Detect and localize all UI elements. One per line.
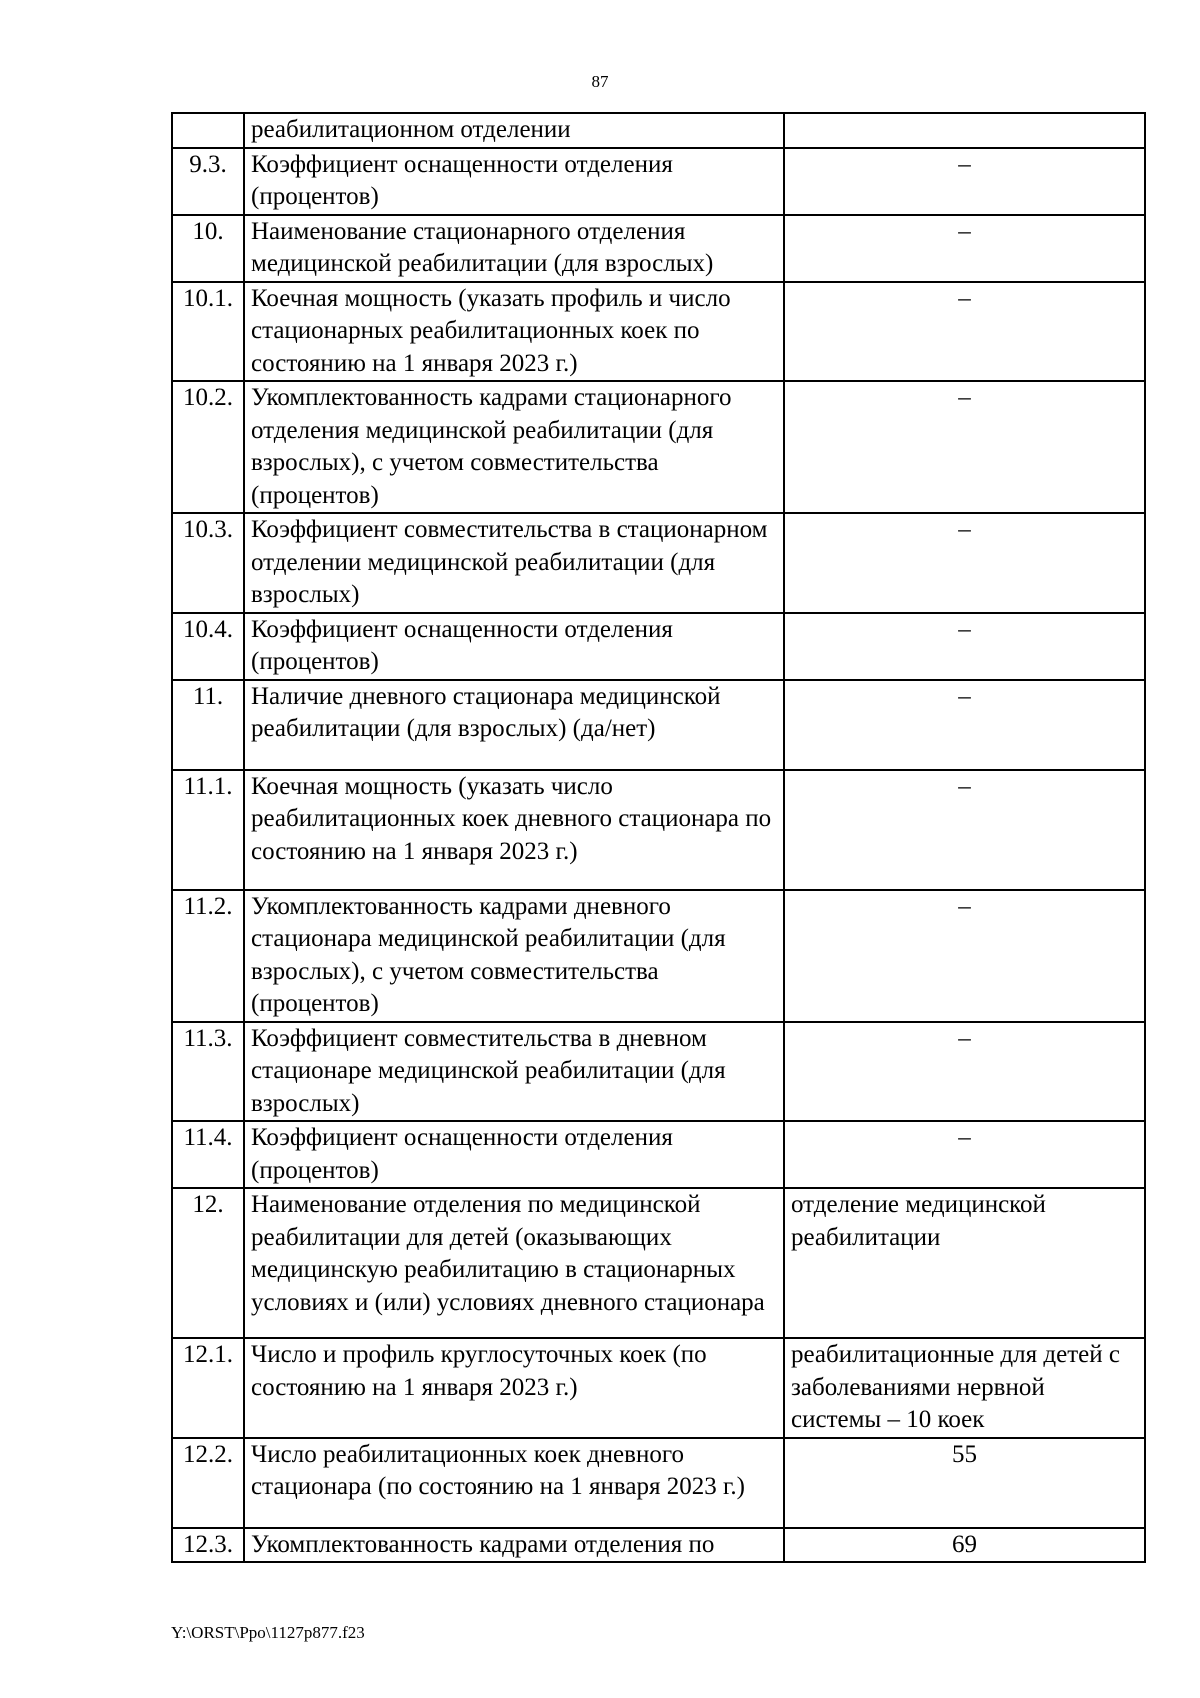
row-indicator: Укомплектованность кадрами дневного стационара медицинской реабилитации (для взрослых), с учетом совместительства (процентов) <box>244 890 784 1022</box>
row-value: – <box>784 282 1145 382</box>
row-number: 10. <box>172 215 244 282</box>
table-row <box>172 680 1145 770</box>
row-indicator: Коечная мощность (указать число реабилитационных коек дневного стационара по состоянию на 1 января 2023 г.) <box>244 770 784 890</box>
table-row <box>172 1022 1145 1122</box>
table-row <box>172 215 1145 282</box>
table-row <box>172 1438 1145 1528</box>
row-indicator: Число реабилитационных коек дневного стационара (по состоянию на 1 января 2023 г.) <box>244 1438 784 1528</box>
row-indicator: Коэффициент совместительства в дневном стационаре медицинской реабилитации (для взрослых) <box>244 1022 784 1122</box>
row-number: 10.3. <box>172 513 244 613</box>
row-value: 55 <box>784 1438 1145 1528</box>
row-number: 11. <box>172 680 244 770</box>
row-value: – <box>784 381 1145 513</box>
table-row <box>172 381 1145 513</box>
row-indicator: Коэффициент оснащенности отделения (процентов) <box>244 148 784 215</box>
row-indicator: Наименование стационарного отделения медицинской реабилитации (для взрослых) <box>244 215 784 282</box>
row-value: – <box>784 148 1145 215</box>
row-value: – <box>784 215 1145 282</box>
row-value: – <box>784 1022 1145 1122</box>
row-value: – <box>784 613 1145 680</box>
row-indicator: Число и профиль круглосуточных коек (по состоянию на 1 января 2023 г.) <box>244 1338 784 1438</box>
table-row <box>172 1528 1145 1563</box>
row-value: 69 <box>784 1528 1145 1563</box>
row-indicator: Наименование отделения по медицинской реабилитации для детей (оказывающих медицинскую реабилитацию в стационарных условиях и (или) условиях дневного стационара <box>244 1188 784 1338</box>
row-number: 11.4. <box>172 1121 244 1188</box>
row-indicator: Наличие дневного стационара медицинской реабилитации (для взрослых) (да/нет) <box>244 680 784 770</box>
row-number: 12.2. <box>172 1438 244 1528</box>
row-indicator: Укомплектованность кадрами стационарного отделения медицинской реабилитации (для взрослых), с учетом совместительства (процентов) <box>244 381 784 513</box>
table-row <box>172 613 1145 680</box>
table-row <box>172 1338 1145 1438</box>
row-indicator: Коэффициент оснащенности отделения (процентов) <box>244 1121 784 1188</box>
table-row <box>172 890 1145 1022</box>
row-number: 11.3. <box>172 1022 244 1122</box>
row-number: 9.3. <box>172 148 244 215</box>
row-number: 12. <box>172 1188 244 1338</box>
row-value: – <box>784 1121 1145 1188</box>
table-row <box>172 113 1145 148</box>
row-indicator: Коэффициент оснащенности отделения (процентов) <box>244 613 784 680</box>
page-number: 87 <box>591 72 609 91</box>
row-number: 10.1. <box>172 282 244 382</box>
row-indicator: Коэффициент совместительства в стационарном отделении медицинской реабилитации (для взрослых) <box>244 513 784 613</box>
table-row <box>172 770 1145 890</box>
table-row <box>172 1188 1145 1338</box>
indicators-table <box>171 112 1146 1563</box>
row-value <box>784 113 1145 148</box>
row-indicator: Укомплектованность кадрами отделения по <box>244 1528 784 1563</box>
table-body <box>172 113 1145 1562</box>
table-row <box>172 282 1145 382</box>
row-value: реабилитационные для детей с заболеваниями нервной системы – 10 коек <box>784 1338 1145 1438</box>
table-row <box>172 1121 1145 1188</box>
row-indicator: Коечная мощность (указать профиль и число стационарных реабилитационных коек по состоянию на 1 января 2023 г.) <box>244 282 784 382</box>
row-value: – <box>784 680 1145 770</box>
file-path-footer: Y:\ORST\Ppo\1127p877.f23 <box>171 1623 365 1642</box>
row-number: 11.1. <box>172 770 244 890</box>
row-value: отделение медицинской реабилитации <box>784 1188 1145 1338</box>
table-row <box>172 513 1145 613</box>
row-indicator: реабилитационном отделении <box>244 113 784 148</box>
row-number <box>172 113 244 148</box>
row-value: – <box>784 770 1145 890</box>
row-number: 10.4. <box>172 613 244 680</box>
row-value: – <box>784 513 1145 613</box>
row-number: 12.1. <box>172 1338 244 1438</box>
row-number: 10.2. <box>172 381 244 513</box>
row-number: 12.3. <box>172 1528 244 1563</box>
table-row <box>172 148 1145 215</box>
row-number: 11.2. <box>172 890 244 1022</box>
row-value: – <box>784 890 1145 1022</box>
